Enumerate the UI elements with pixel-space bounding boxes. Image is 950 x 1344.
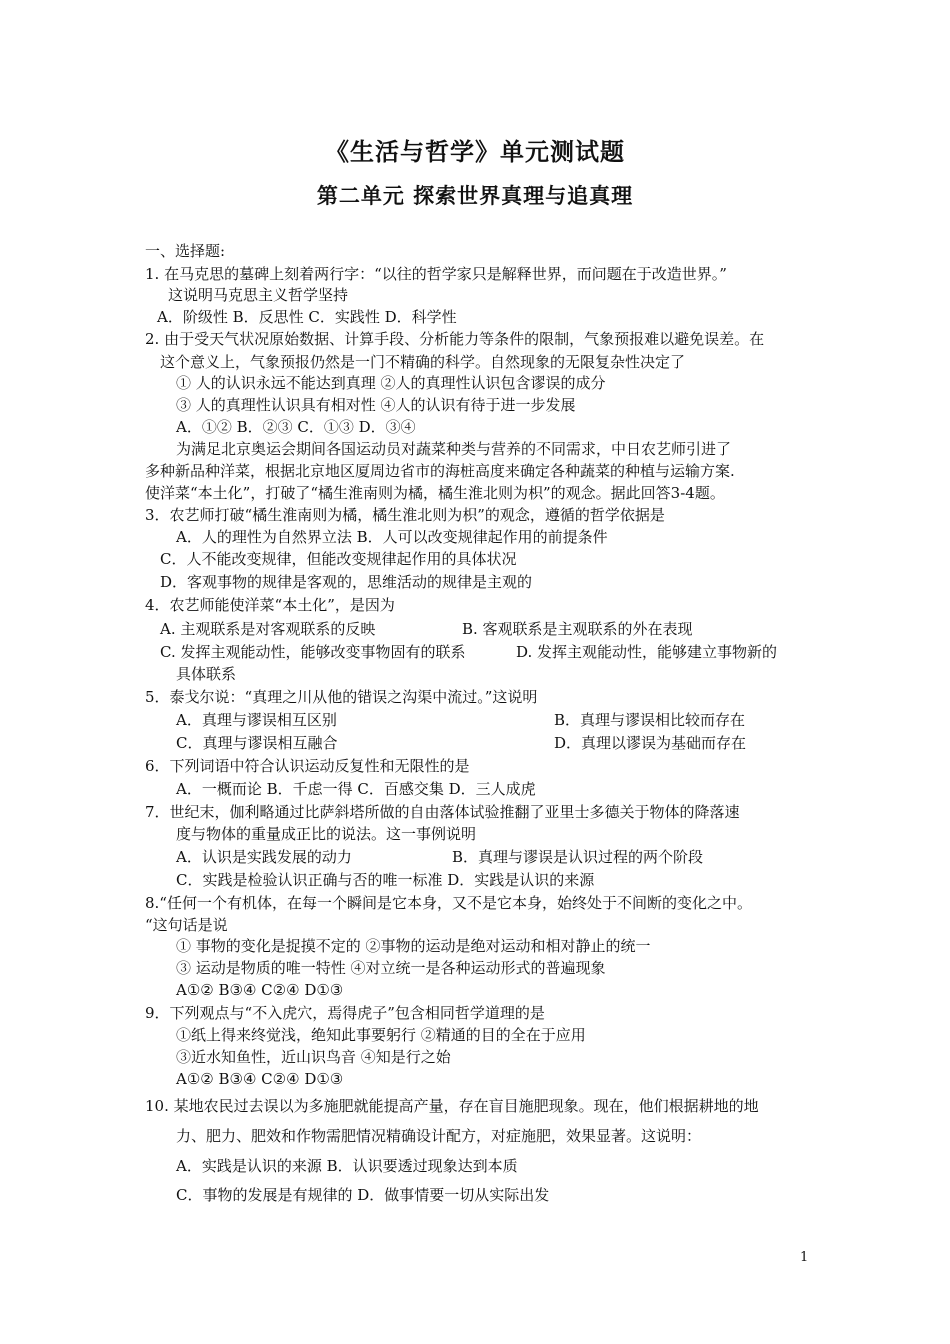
option-line: ③ 运动是物质的唯一特性 ④对立统一是各种运动形式的普遍现象: [176, 959, 606, 977]
option-line: A．认识是实践发展的动力: [176, 848, 352, 866]
option-line: A①② B③④ C②④ D①③: [176, 1070, 344, 1088]
option-line: A．实践是认识的来源 B．认识要透过现象达到本质: [176, 1157, 518, 1175]
option-line: D．真理以谬误为基础而存在: [554, 734, 747, 752]
document-subtitle: 第二单元 探索世界真理与追真理: [316, 183, 634, 208]
question-line: 这说明马克思主义哲学坚持: [168, 286, 349, 304]
question-line: 5．泰戈尔说：“真理之川从他的错误之沟渠中流过。”这说明: [145, 688, 538, 706]
option-line: B．真理与谬误相比较而存在: [554, 711, 746, 729]
option-line: A．①② B．②③ C．①③ D．③④: [176, 418, 416, 436]
question-line: 1. 在马克思的墓碑上刻着两行字：“以往的哲学家只是解释世界，而问题在于改造世界。”: [145, 265, 727, 283]
option-line: A．人的理性为自然界立法 B．人可以改变规律起作用的前提条件: [176, 528, 608, 546]
passage-line: 为满足北京奥运会期间各国运动员对蔬菜种类与营养的不同需求，中日农艺师引进了: [176, 440, 732, 458]
document-title: 《生活与哲学》单元测试题: [325, 137, 625, 166]
option-line: A．一概而论 B．千虑一得 C．百感交集 D．三人成虎: [176, 780, 536, 798]
option-line: ③ 人的真理性认识具有相对性 ④人的认识有待于进一步发展: [176, 396, 576, 414]
option-line: C．事物的发展是有规律的 D．做事情要一切从实际出发: [176, 1186, 550, 1204]
question-line: 3．农艺师打破“橘生淮南则为橘，橘生淮北则为枳”的观念，遵循的哲学依据是: [145, 506, 665, 524]
option-line: A．真理与谬误相互区别: [176, 711, 337, 729]
option-line: C．人不能改变规律，但能改变规律起作用的具体状况: [160, 550, 517, 568]
passage-line: 多种新品种洋菜，根据北京地区厦周边省市的海桩高度来确定各种蔬菜的种植与运输方案.: [145, 462, 735, 480]
question-line: 度与物体的重量成正比的说法。这一事例说明: [176, 825, 477, 843]
option-line: ① 事物的变化是捉摸不定的 ②事物的运动是绝对运动和相对静止的统一: [176, 937, 651, 955]
question-line: 这个意义上，气象预报仍然是一门不精确的科学。自然现象的无限复杂性决定了: [160, 353, 686, 371]
option-line: C. 发挥主观能动性，能够改变事物固有的联系: [160, 643, 466, 661]
option-line: A①② B③④ C②④ D①③: [176, 981, 344, 999]
option-line: C．真理与谬误相互融合: [176, 734, 338, 752]
section-heading: 一、选择题:: [145, 242, 226, 260]
question-line: 4．农艺师能使洋菜“本土化”，是因为: [145, 596, 395, 614]
option-line: A. 主观联系是对客观联系的反映: [160, 620, 376, 638]
option-line: C．实践是检验认识正确与否的唯一标准 D．实践是认识的来源: [176, 871, 595, 889]
option-line: ①纸上得来终觉浅，绝知此事要躬行 ②精通的目的全在于应用: [176, 1026, 586, 1044]
question-line: 2. 由于受天气状况原始数据、计算手段、分析能力等条件的限制，气象预报难以避免误差。在: [145, 330, 765, 348]
question-line: 8.“任何一个有机体，在每一个瞬间是它本身，又不是它本身，始终处于不间断的变化之中。: [145, 894, 752, 912]
question-line: 力、肥力、肥效和作物需肥情况精确设计配方，对症施肥，效果显著。这说明：: [176, 1127, 702, 1145]
option-line: A．阶级性 B．反思性 C．实践性 D．科学性: [157, 308, 457, 326]
question-line: 6．下列词语中符合认识运动反复性和无限性的是: [145, 757, 470, 775]
question-line: 7．世纪末，伽利略通过比萨斜塔所做的自由落体试验推翻了亚里士多德关于物体的降落速: [145, 803, 740, 821]
question-line: “这句话是说: [145, 916, 228, 934]
question-line: 10. 某地农民过去误以为多施肥就能提高产量，存在盲目施肥现象。现在，他们根据耕地的地: [145, 1097, 759, 1115]
question-line: 9．下列观点与“不入虎穴，焉得虎子”包含相同哲学道理的是: [145, 1004, 545, 1022]
passage-line: 使洋菜“本土化”，打破了“橘生淮南则为橘，橘生淮北则为枳”的观念。据此回答3-4题。: [145, 484, 725, 502]
option-line: D．客观事物的规律是客观的，思维活动的规律是主观的: [160, 573, 533, 591]
option-line: ③近水知鱼性，近山识鸟音 ④知是行之始: [176, 1048, 451, 1066]
option-line: D. 发挥主观能动性，能够建立事物新的: [516, 643, 778, 661]
option-line: 具体联系: [176, 665, 237, 683]
option-line: ① 人的认识永远不能达到真理 ②人的真理性认识包含谬误的成分: [176, 374, 606, 392]
option-line: B．真理与谬误是认识过程的两个阶段: [452, 848, 704, 866]
option-line: B. 客观联系是主观联系的外在表现: [462, 620, 693, 638]
page-number: 1: [800, 1250, 809, 1265]
